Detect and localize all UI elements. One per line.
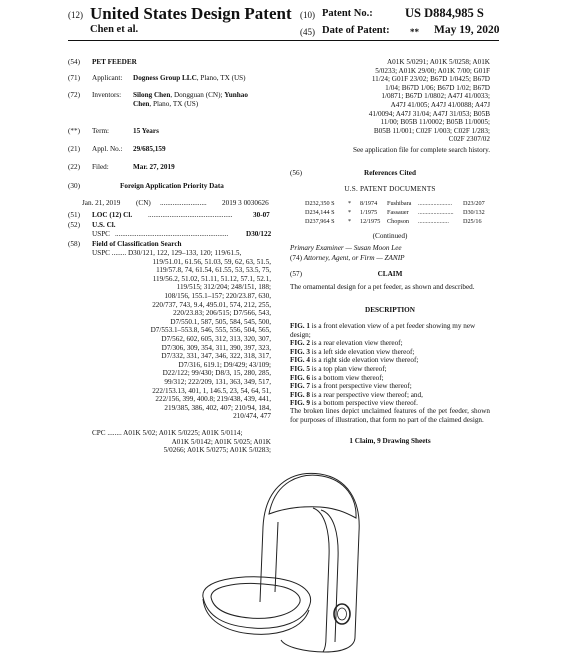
figure-number: FIG. 1 bbox=[290, 322, 310, 330]
inventor-1: Silong Chen bbox=[133, 91, 171, 99]
us-cl-label: U.S. Cl. bbox=[92, 221, 116, 229]
classification-line: 222/156, 399, 400.8; 219/438, 439, 441, bbox=[155, 395, 271, 404]
classification-line: A47J 41/005; A47J 41/0088; A47J bbox=[390, 100, 490, 109]
feeder-front-edge bbox=[313, 508, 329, 652]
loc-dots: ............................................... bbox=[148, 211, 233, 219]
classification-line: USPC ........ D30/121, 122, 129–133, 120; 119/61.5, bbox=[92, 249, 242, 257]
reference-number: D234,144 S bbox=[305, 209, 335, 216]
kind-code-10: (10) bbox=[300, 10, 315, 20]
classification-line: 99/312; 222/209, 131, 363, 349, 517, bbox=[164, 377, 271, 386]
classification-line: D7/306, 309, 354, 311, 390, 397, 323, bbox=[161, 343, 271, 352]
figure-text: is a rear elevation view thereof; bbox=[309, 339, 403, 348]
inventors-label: Inventors: bbox=[92, 91, 122, 99]
code-71: (71) bbox=[68, 74, 80, 82]
classification-line: D7/562, 602, 605, 312, 313, 320, 307, bbox=[161, 334, 271, 343]
inventor-2-last: Chen bbox=[133, 100, 150, 108]
reference-number: D237,964 S bbox=[305, 218, 335, 225]
figure-number: FIG. 7 bbox=[290, 382, 310, 391]
attorney-name: — ZANIP bbox=[374, 254, 405, 262]
figure-text: is a rear perspective view thereof; and, bbox=[309, 390, 423, 399]
figure-description bbox=[290, 348, 490, 357]
design-title: PET FEEDER bbox=[92, 58, 137, 66]
figure-text: is a top plan view thereof; bbox=[309, 364, 387, 373]
feeder-side-strip bbox=[275, 522, 278, 592]
reference-date: 1/1975 bbox=[360, 209, 378, 216]
figure-text: is a bottom perspective view thereof. bbox=[309, 399, 418, 408]
reference-star: * bbox=[348, 209, 352, 216]
classification-line: A01K 5/0142; A01K 5/025; A01K bbox=[171, 437, 271, 446]
attorney-label: Attorney, Agent, or Firm bbox=[303, 254, 375, 262]
loc-label: LOC (12) Cl. bbox=[92, 211, 133, 219]
feeder-bowl-inner bbox=[211, 584, 300, 619]
reference-name: Fassauer bbox=[387, 209, 409, 216]
code-56: (56) bbox=[290, 169, 302, 177]
figure-number: FIG. 8 bbox=[290, 390, 310, 399]
appl-no-value: 29/685,159 bbox=[133, 145, 166, 153]
header-rule bbox=[68, 40, 499, 41]
kind-code-12: (12) bbox=[68, 10, 83, 20]
foreign-priority-title: Foreign Application Priority Data bbox=[120, 182, 224, 190]
priority-country: (CN) bbox=[136, 199, 151, 207]
claim-text: The ornamental design for a pet feeder, as shown and described. bbox=[290, 283, 475, 291]
feeder-bowl-outline bbox=[203, 577, 311, 628]
examiner-name: — Susan Moon Lee bbox=[343, 244, 402, 252]
reference-class: D23/207 bbox=[463, 200, 485, 207]
feeder-bowl-base bbox=[203, 599, 309, 634]
primary-examiner bbox=[290, 244, 402, 253]
figure-number: FIG. 5 bbox=[290, 364, 310, 373]
inventors-line-1 bbox=[133, 91, 248, 100]
classification-line: B05B 11/001; C02F 1/003; C02F 1/283; bbox=[373, 126, 490, 135]
document-title: United States Design Patent bbox=[90, 4, 292, 23]
reference-star: * bbox=[348, 200, 352, 207]
classification-line: 11/24; G01F 23/02; B67D 1/0425; B67D bbox=[371, 75, 490, 84]
code-51: (51) bbox=[68, 211, 80, 219]
inventors-line-2 bbox=[133, 100, 198, 109]
classification-line: 5/0266; A01K 5/0275; A01K 5/0283; bbox=[163, 446, 271, 455]
reference-dots: ....................... bbox=[418, 209, 454, 216]
classification-line: 119/515; 312/204; 248/151, 188; bbox=[176, 283, 271, 292]
classification-line: D7/332, 331, 347, 346, 322, 318, 317, bbox=[161, 352, 271, 361]
see-application-note: See application file for complete search history. bbox=[352, 146, 490, 154]
feeder-front-edge-inner bbox=[321, 510, 338, 642]
figure-description bbox=[290, 356, 490, 365]
term-value: 15 Years bbox=[133, 127, 159, 135]
classification-line: CPC ........ A01K 5/02; A01K 5/0225; A01K 5/0114; bbox=[92, 429, 243, 437]
inventor-1-location: , Dongguan (CN); bbox=[170, 91, 225, 99]
reference-date: 12/1975 bbox=[360, 218, 381, 225]
filed-value: Mar. 27, 2019 bbox=[133, 163, 175, 171]
classification-line: 1/04; B67D 1/06; B67D 1/02; B67D bbox=[385, 83, 490, 92]
classification-line: D22/122; 99/430; D8/3, 15, 280, 285, bbox=[162, 369, 271, 378]
field-search-label: Field of Classification Search bbox=[92, 240, 182, 248]
priority-number: 2019 3 0030626 bbox=[222, 199, 269, 207]
figure-description bbox=[290, 382, 490, 391]
references-continued: (Continued) bbox=[372, 232, 408, 240]
kind-code-45: (45) bbox=[300, 27, 315, 37]
code-74: (74) bbox=[290, 254, 302, 262]
us-patent-documents-heading: U.S. PATENT DOCUMENTS bbox=[344, 185, 436, 193]
term-label: Term: bbox=[92, 127, 110, 135]
applicant-name: Dogness Group LLC bbox=[133, 74, 197, 82]
classification-line: 119/56.2, 51.02, 51.11, 51.12, 57.1, 52.1, bbox=[152, 274, 271, 283]
figure-text: is a right side elevation view thereof; bbox=[309, 356, 419, 365]
code-52: (52) bbox=[68, 221, 80, 229]
claim-title: CLAIM bbox=[377, 270, 403, 278]
priority-dots: .......................... bbox=[160, 199, 207, 207]
code-term: (**) bbox=[68, 127, 80, 135]
patent-number-label: Patent No.: bbox=[322, 8, 373, 19]
date-of-patent-label: Date of Patent: bbox=[322, 25, 390, 36]
classification-line: D7/550.1, 587, 505, 584, 545, 500, bbox=[170, 317, 271, 326]
code-22: (22) bbox=[68, 163, 80, 171]
reference-name: Fushibara bbox=[387, 200, 412, 207]
classification-line: 119/51.01, 61.56, 51.03, 59, 62, 63, 51.5, bbox=[152, 257, 271, 266]
classification-line: D7/316, 619.1; D9/429; 43/109; bbox=[178, 360, 271, 369]
figure-number: FIG. 6 bbox=[290, 373, 310, 382]
date-of-patent: May 19, 2020 bbox=[434, 24, 500, 36]
classification-line: 220/23.83; 206/515; D7/566, 543, bbox=[173, 309, 271, 318]
filed-label: Filed: bbox=[92, 163, 109, 171]
classification-line: 108/156, 155.1–157; 220/23.87, 630, bbox=[164, 291, 271, 300]
loc-value: 30-07 bbox=[253, 211, 270, 219]
reference-class: D30/132 bbox=[463, 209, 485, 216]
attorney-line bbox=[290, 254, 404, 263]
figure-number: FIG. 4 bbox=[290, 356, 310, 365]
description-title: DESCRIPTION bbox=[365, 306, 415, 314]
figure-number: FIG. 2 bbox=[290, 339, 310, 348]
classification-line: 219/385, 386, 402, 407; 210/94, 184, bbox=[164, 403, 271, 412]
feeder-body-outline bbox=[260, 473, 359, 652]
patent-number: US D884,985 S bbox=[405, 6, 484, 20]
code-57: (57) bbox=[290, 270, 302, 278]
examiner-label: Primary Examiner bbox=[290, 244, 344, 252]
figure-text: is a front elevation view of a pet feeder showing my new design; bbox=[290, 322, 476, 339]
figure-description bbox=[290, 365, 490, 374]
figure-number: FIG. 9 bbox=[290, 399, 310, 408]
cpc-classification-continued bbox=[290, 58, 490, 144]
reference-date: 8/1974 bbox=[360, 200, 378, 207]
term-marker: ** bbox=[410, 27, 419, 37]
classification-line: 1/0871; B67D 1/0802; A47J 41/0033; bbox=[381, 92, 490, 101]
classification-line: D7/553.1–553.8, 546, 555, 556, 504, 565, bbox=[150, 326, 271, 335]
feeder-lid-outline bbox=[269, 475, 356, 518]
claims-count: 1 Claim, 9 Drawing Sheets bbox=[349, 437, 431, 445]
figure-description bbox=[290, 374, 490, 383]
uspc-label: USPC bbox=[92, 230, 110, 238]
reference-star: * bbox=[348, 218, 352, 225]
applicant-location: , Plano, TX (US) bbox=[196, 74, 246, 82]
pet-feeder-drawing bbox=[185, 452, 385, 660]
figure-descriptions bbox=[290, 322, 490, 408]
classification-line: C02F 2307/02 bbox=[448, 135, 490, 144]
reference-dots: .................... bbox=[418, 218, 449, 225]
classification-line: 119/57.8, 74, 61.54, 61.55, 53, 53.5, 75, bbox=[156, 266, 271, 275]
code-58: (58) bbox=[68, 240, 80, 248]
reference-number: D232,350 S bbox=[305, 200, 335, 207]
classification-line: 210/474, 477 bbox=[233, 412, 271, 421]
figure-description bbox=[290, 322, 490, 339]
classification-line: 220/737, 743, 9.4, 495.01, 574, 212, 255, bbox=[152, 300, 271, 309]
broken-lines-note: The broken lines depict unclaimed features of the pet feeder, shown for purposes of illustration, that form no part of the claimed design. bbox=[290, 407, 490, 424]
reference-class: D25/16 bbox=[463, 218, 482, 225]
classification-line: A01K 5/0291; A01K 5/0258; A01K bbox=[386, 58, 490, 66]
figure-description bbox=[290, 391, 490, 400]
uspc-value: D30/122 bbox=[246, 230, 272, 238]
reference-name: Chopson bbox=[387, 218, 410, 225]
figure-text: is a bottom view thereof; bbox=[309, 373, 384, 382]
cpc-classification-list bbox=[92, 429, 271, 455]
figure-number: FIG. 3 bbox=[290, 347, 310, 356]
classification-line: 5/0233; A01K 29/00; A01K 7/00; G01F bbox=[375, 66, 490, 75]
code-72: (72) bbox=[68, 91, 80, 99]
classification-line: 222/153.13, 401, 1, 146.5, 23, 54, 64, 51, bbox=[152, 386, 271, 395]
references-cited-title: References Cited bbox=[364, 169, 416, 177]
inventor-2-location: , Plano, TX (US) bbox=[149, 100, 199, 108]
code-54: (54) bbox=[68, 58, 80, 66]
figure-description bbox=[290, 339, 490, 348]
applicant-label: Applicant: bbox=[92, 74, 123, 82]
priority-date: Jan. 21, 2019 bbox=[82, 199, 121, 207]
applicant-value bbox=[133, 74, 246, 83]
uspc-dots: ............................................................... bbox=[115, 230, 229, 238]
uspc-classification-list bbox=[92, 249, 271, 421]
reference-dots: ...................... bbox=[418, 200, 453, 207]
figure-text: is a front perspective view thereof; bbox=[309, 382, 412, 391]
classification-line: 11/00; B05B 11/0002; B05B 11/0005; bbox=[380, 118, 490, 127]
first-inventor-etal: Chen et al. bbox=[90, 24, 139, 35]
inventor-2-first: Yunhao bbox=[224, 91, 248, 99]
appl-no-label: Appl. No.: bbox=[92, 145, 123, 153]
code-30: (30) bbox=[68, 182, 80, 190]
figure-text: is a left side elevation view thereof; bbox=[309, 347, 415, 356]
classification-line: 41/0094; A47J 31/04; A47J 31/053; B05B bbox=[368, 109, 490, 118]
code-21: (21) bbox=[68, 145, 80, 153]
